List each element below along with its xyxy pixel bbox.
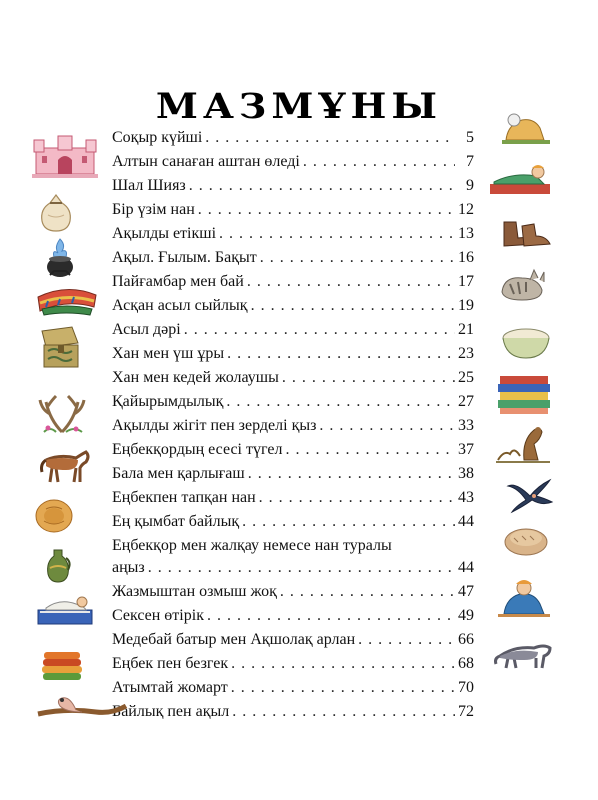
- toc-leader: [303, 151, 455, 173]
- toc-leader: [227, 343, 455, 365]
- toc-entry: [112, 439, 474, 461]
- toc-entry-title: Ақылды жігіт пен зерделі қыз: [112, 417, 317, 434]
- man-sitting-icon: [494, 574, 554, 618]
- toc-entry: [112, 677, 474, 699]
- toc-entry-title: аңыз: [112, 559, 145, 576]
- toc-entry-title-line1: Еңбекқор мен жалқау немесе нан туралы: [112, 537, 392, 554]
- weasel-icon: [494, 420, 552, 464]
- toc-leader: [242, 511, 455, 533]
- praying-man-icon: [498, 106, 552, 146]
- toc-leader: [231, 677, 455, 699]
- toc-entry-page: 9: [466, 177, 474, 194]
- toc-leader: [189, 175, 455, 197]
- toc-entry-page: 7: [466, 153, 474, 170]
- toc-entry-title: Асқан асыл сыйлық: [112, 297, 248, 314]
- bread-loaf-icon: [34, 497, 74, 535]
- jug-icon: [44, 548, 72, 584]
- toc-entry-page: 23: [458, 345, 474, 362]
- toc-entry-title: Асыл дәрі: [112, 321, 181, 338]
- toc-entry: [112, 487, 474, 509]
- toc-entry-page: 44: [458, 559, 474, 576]
- toc-leader: [226, 391, 455, 413]
- toc-entry-page: 38: [458, 465, 474, 482]
- sleeping-man-icon: [36, 592, 94, 626]
- toc-entry-page: 19: [458, 297, 474, 314]
- toc-leader: [259, 487, 455, 509]
- toc-entry: [112, 295, 474, 317]
- toc-entry: [112, 415, 474, 437]
- toc-leader: [219, 223, 455, 245]
- toc-entry-page: 21: [458, 321, 474, 338]
- toc-entry-title: Соқыр күйші: [112, 129, 203, 146]
- boots-icon: [500, 218, 552, 252]
- toc-entry-title: Атымтай жомарт: [112, 679, 228, 696]
- toc-entry-page: 47: [458, 583, 474, 600]
- toc-entry-title: Жазмыштан озмыш жоқ: [112, 583, 277, 600]
- toc-entry-title: Байлық пен ақыл: [112, 703, 230, 720]
- toc-entry-page: 43: [458, 489, 474, 506]
- toc-entry-page: 68: [458, 655, 474, 672]
- toc-entry: [112, 223, 474, 245]
- toc-entry-page: 70: [458, 679, 474, 696]
- toc-leader: [282, 367, 455, 389]
- toc-entry: [112, 463, 474, 485]
- toc-leader: [260, 247, 455, 269]
- toc-entry-title: Медебай батыр мен Ақшолақ арлан: [112, 631, 356, 648]
- toc-entry-page: 44: [458, 513, 474, 530]
- page-title: МАЗМҰНЫ: [155, 84, 443, 127]
- horse-icon: [36, 446, 92, 486]
- antlers-icon: [36, 392, 88, 436]
- rolled-carpets-icon: [34, 283, 100, 317]
- pot-fire-icon: [44, 237, 76, 279]
- toc-entry: [112, 557, 474, 579]
- toc-entry-page: 49: [458, 607, 474, 624]
- toc-entry-title: Хан мен кедей жолаушы: [112, 369, 279, 386]
- toc-leader: [251, 295, 455, 317]
- wolf-icon: [494, 638, 554, 672]
- toc-entry-page: 5: [466, 129, 474, 146]
- toc-leader: [232, 701, 455, 723]
- toc-entry-page: 25: [458, 369, 474, 386]
- toc-entry: [112, 629, 474, 651]
- toc-entry-title: Шал Шияз: [112, 177, 186, 194]
- toc-entry: [112, 175, 474, 197]
- toc-entry-page: 37: [458, 441, 474, 458]
- toc-leader: [285, 439, 455, 461]
- toc-entry-title: Қайырымдылық: [112, 393, 224, 410]
- toc-leader: [247, 271, 455, 293]
- toc-leader: [205, 127, 455, 149]
- toc-entry: [112, 127, 474, 149]
- sack-icon: [36, 191, 76, 233]
- toc-entry: [112, 199, 474, 221]
- lizard-branch-icon: [36, 690, 128, 722]
- toc-leader: [248, 463, 455, 485]
- castle-icon: [32, 134, 98, 180]
- toc-entry: [112, 701, 474, 723]
- toc-leader: [280, 581, 455, 603]
- toc-entry: [112, 511, 474, 533]
- toc-leader: [231, 653, 455, 675]
- toc-entry: [112, 367, 474, 389]
- cat-icon: [494, 262, 552, 306]
- toc-entry: [112, 151, 474, 173]
- toc-leader: [207, 605, 455, 627]
- toc-entry-title: Бір үзім нан: [112, 201, 195, 218]
- toc-entry: [112, 581, 474, 603]
- toc-entry-title: Еңбекқордың есесі түгел: [112, 441, 283, 458]
- toc-entry: [112, 319, 474, 341]
- round-bread-icon: [502, 522, 550, 558]
- toc-entry-page: 17: [458, 273, 474, 290]
- toc-entry-title: Ең қымбат байлық: [112, 513, 240, 530]
- toc-entry: [112, 653, 474, 675]
- toc-leader: [148, 557, 455, 579]
- toc-entry-title: Сексен өтірік: [112, 607, 204, 624]
- toc-entry-page: 13: [458, 225, 474, 242]
- toc-entry: [112, 391, 474, 413]
- toc-entry-title: Ақыл. Ғылым. Бақыт: [112, 249, 257, 266]
- toc-entry-title: Ақылды етікші: [112, 225, 217, 242]
- toc-leader: [198, 199, 455, 221]
- toc-entry-title: Еңбекпен тапқан нан: [112, 489, 256, 506]
- chest-icon: [38, 325, 82, 371]
- toc-leader: [319, 415, 455, 437]
- toc-entry-page: 27: [458, 393, 474, 410]
- toc-entry: [112, 271, 474, 293]
- toc-entry-title: Пайғамбар мен бай: [112, 273, 244, 290]
- toc-leader: [358, 629, 455, 651]
- toc-entry-title: Бала мен қарлығаш: [112, 465, 245, 482]
- folded-cloth-icon: [496, 372, 552, 416]
- toc-entry-page: 16: [458, 249, 474, 266]
- swallow-icon: [506, 476, 554, 514]
- toc-entry-page: 66: [458, 631, 474, 648]
- toc-entry-title: Хан мен үш ұры: [112, 345, 225, 362]
- lying-man-icon: [484, 160, 556, 198]
- toc-entry-page: 12: [458, 201, 474, 218]
- toc-entry-page: 33: [458, 417, 474, 434]
- toc-entry: [112, 605, 474, 627]
- bowl-icon: [500, 326, 552, 360]
- layered-bread-icon: [40, 648, 84, 684]
- toc-entry-title: Еңбек пен безгек: [112, 655, 229, 672]
- toc-entry-title: Алтын санаған аштан өледі: [112, 153, 300, 170]
- toc-entry: [112, 343, 474, 365]
- toc-entry-page: 72: [458, 703, 474, 720]
- toc-entry: [112, 247, 474, 269]
- toc-leader: [184, 319, 455, 341]
